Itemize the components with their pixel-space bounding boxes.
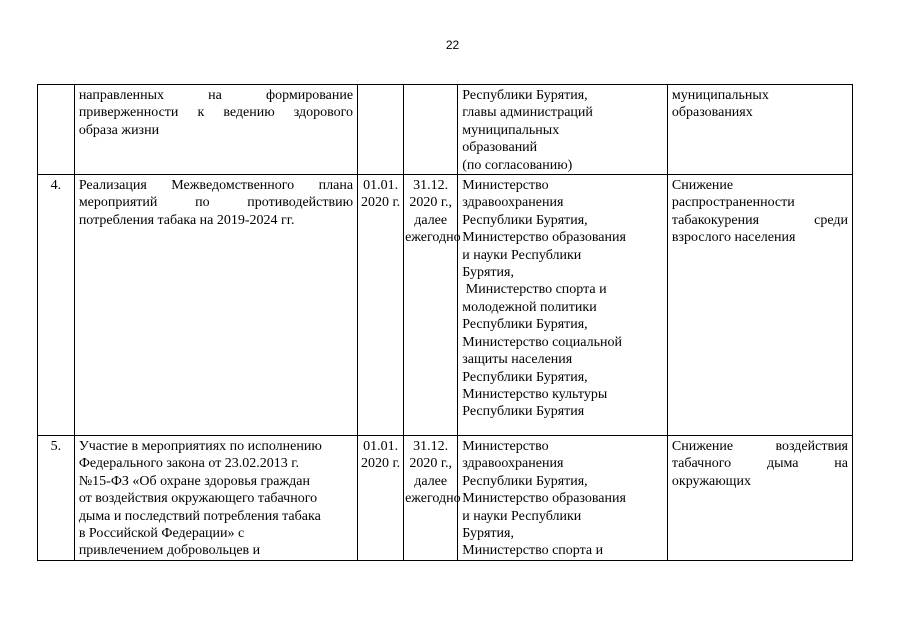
activity-name-line: Федерального закона от 23.02.2013 г. — [78, 456, 299, 472]
executor-line: Республики Бурятия — [462, 404, 585, 420]
activity-name-line: направленных на формирование — [78, 88, 354, 103]
row-number-cell — [38, 85, 75, 175]
executor-line: главы администраций — [462, 105, 593, 121]
executor-line: Бурятия, — [462, 265, 514, 281]
activity-name-line: привлечением добровольцев и — [78, 543, 261, 559]
executor-line: Министерство образования — [462, 491, 626, 507]
executor-line: образований — [462, 140, 538, 156]
executor-line: здравоохранения — [462, 195, 564, 211]
executor-line: и науки Республики — [462, 508, 582, 524]
activity-name-line: дыма и последствий потребления табака — [78, 508, 321, 524]
executor-line: здравоохранения — [462, 456, 564, 472]
executors-cell — [458, 85, 668, 175]
executor-line: Республики Бурятия, — [462, 88, 588, 103]
result-cell — [667, 436, 852, 561]
result-line: распространенности — [671, 195, 795, 211]
executor-line: Республики Бурятия, — [462, 369, 588, 385]
result-line: муниципальных — [671, 88, 769, 103]
row-number-cell: 5. — [38, 436, 75, 561]
activity-name-line: мероприятий по противодействию — [78, 195, 354, 211]
result-line: табакокурения среди — [671, 212, 848, 228]
result-cell — [667, 175, 852, 436]
result-line: Снижение — [671, 178, 734, 194]
activity-name-line: потребления табака на 2019-2024 гг. — [78, 212, 295, 228]
executor-line: и науки Республики — [462, 247, 582, 263]
activity-name-cell — [74, 436, 357, 561]
page-number: 22 — [445, 38, 460, 52]
start-date-cell: 01.01. 2020 г. — [358, 436, 404, 561]
executor-line: защиты населения — [462, 352, 573, 368]
table-row — [38, 175, 853, 436]
result-line: образованиях — [671, 105, 753, 121]
result-line: Снижение воздействия — [671, 439, 848, 455]
executor-line: муниципальных — [462, 122, 560, 138]
activity-name-line: Участие в мероприятиях по исполнению — [78, 439, 322, 455]
end-date-cell — [404, 85, 458, 175]
executor-line: Бурятия, — [462, 526, 514, 542]
activity-name-line: приверженности к ведению здорового — [78, 105, 354, 121]
executor-line: Министерство культуры — [462, 386, 608, 402]
executors-cell — [458, 175, 668, 436]
result-line: окружающих — [671, 473, 751, 489]
activity-name-line: от воздействия окружающего табачного — [78, 491, 318, 507]
executor-line: молодежной политики — [462, 299, 597, 315]
result-line: табачного дыма на — [671, 456, 848, 472]
executor-line: Министерство — [462, 439, 549, 455]
activity-name-line: Реализация Межведомственного плана — [78, 178, 354, 194]
executor-line: (по согласованию) — [462, 157, 573, 173]
activity-name-line: образа жизни — [78, 122, 160, 138]
executor-line: Министерство спорта и — [462, 282, 607, 298]
executor-line: Республики Бурятия, — [462, 317, 588, 333]
start-date-cell — [358, 85, 404, 175]
row-number-cell: 4. — [38, 175, 75, 436]
executor-line: Министерство — [462, 178, 549, 194]
executor-line: Министерство социальной — [462, 334, 622, 350]
activity-name-line: №15-ФЗ «Об охране здоровья граждан — [78, 473, 311, 489]
executors-cell — [458, 436, 668, 561]
activity-name-cell — [74, 85, 357, 175]
table-row — [38, 85, 853, 175]
start-date-cell: 01.01. 2020 г. — [358, 175, 404, 436]
executor-line: Министерство образования — [462, 230, 626, 246]
result-line: взрослого населения — [671, 230, 796, 246]
executor-line: Министерство спорта и — [462, 543, 604, 559]
executor-line: Республики Бурятия, — [462, 212, 588, 228]
activities-table — [37, 84, 853, 561]
executor-line: Республики Бурятия, — [462, 473, 588, 489]
activity-name-line: в Российской Федерации» с — [78, 526, 245, 542]
result-cell — [667, 85, 852, 175]
end-date-cell: 31.12. 2020 г., далее ежегодно — [404, 436, 458, 561]
table-row — [38, 436, 853, 561]
activity-name-cell — [74, 175, 357, 436]
end-date-cell: 31.12. 2020 г., далее ежегодно — [404, 175, 458, 436]
